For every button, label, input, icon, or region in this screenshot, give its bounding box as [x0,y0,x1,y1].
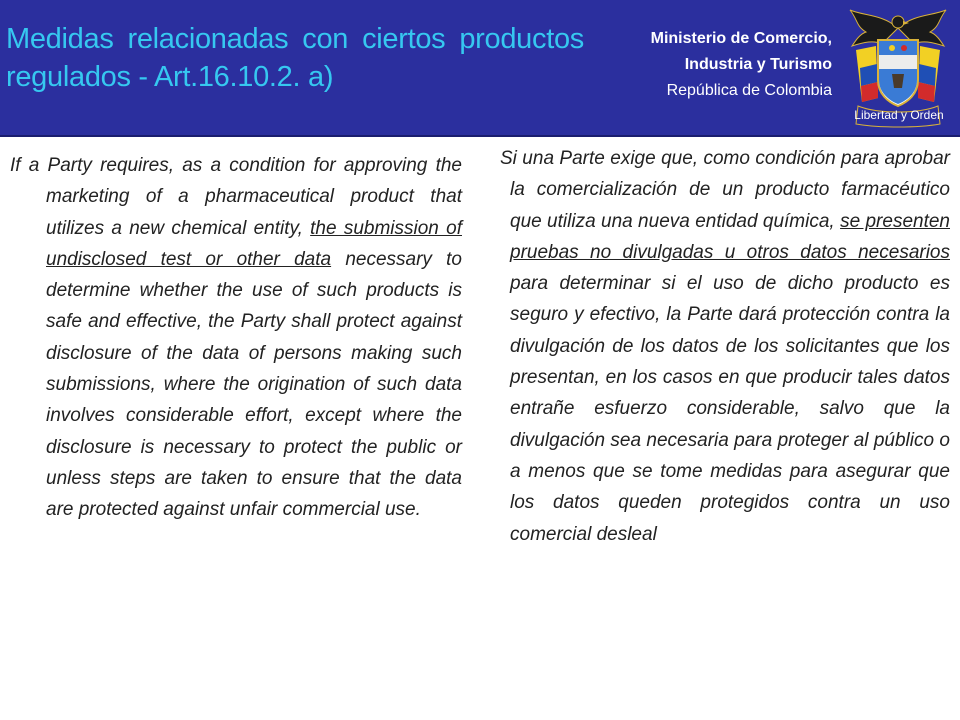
english-paragraph [10,150,462,526]
spanish-text-part-1: Si una Parte exige que, como condición para aprobar la comercialización de un producto farmacéutico que utiliza una nueva entidad química, [500,148,950,232]
english-underlined-text: the submission of undisclosed test or other data [46,217,462,270]
spanish-underlined-text: se presenten pruebas no divulgadas u otros datos necesarios [510,210,950,263]
ministry-line-1: Ministerio de Comercio, [650,30,832,47]
seal-motto: Libertad y Orden [854,108,944,122]
header-divider [0,135,960,137]
header-bar [0,0,960,135]
ministry-name [572,26,832,104]
english-text-part-1: If a Party requires, as a condition for approving the marketing of a pharmaceutical product that utilizes a new chemical entity, [10,155,462,239]
page-title: Medidas relacionadas con ciertos productos regulados - Art.16.10.2. a) [6,23,584,93]
ministry-line-3: República de Colombia [666,82,832,99]
spanish-text-part-2: para determinar si el uso de dicho producto es seguro y efectivo, la Parte dará protección contra la divulgación de los datos de los solicitantes que los presentan, en los casos en que producir tales datos entrañe esfuerzo considerable, salvo que la divulgación sea necesaria para proteger al público o a menos que se tome medidas para asegurar que los datos queden protegidos contra un uso comercial desleal [510,273,950,545]
spanish-paragraph [500,143,950,550]
spanish-text-column [500,143,950,550]
english-text-part-2: necessary to determine whether the use of such products is safe and effective, the Party shall protect against disclosure of the data of persons making such submissions, where the origination of such data involves considerable effort, except where the disclosure is necessary to protect the public or unless steps are taken to ensure that the data are protected against unfair commercial use. [46,248,463,521]
ministry-line-2: Industria y Turismo [684,56,832,73]
english-text-column [10,150,462,526]
